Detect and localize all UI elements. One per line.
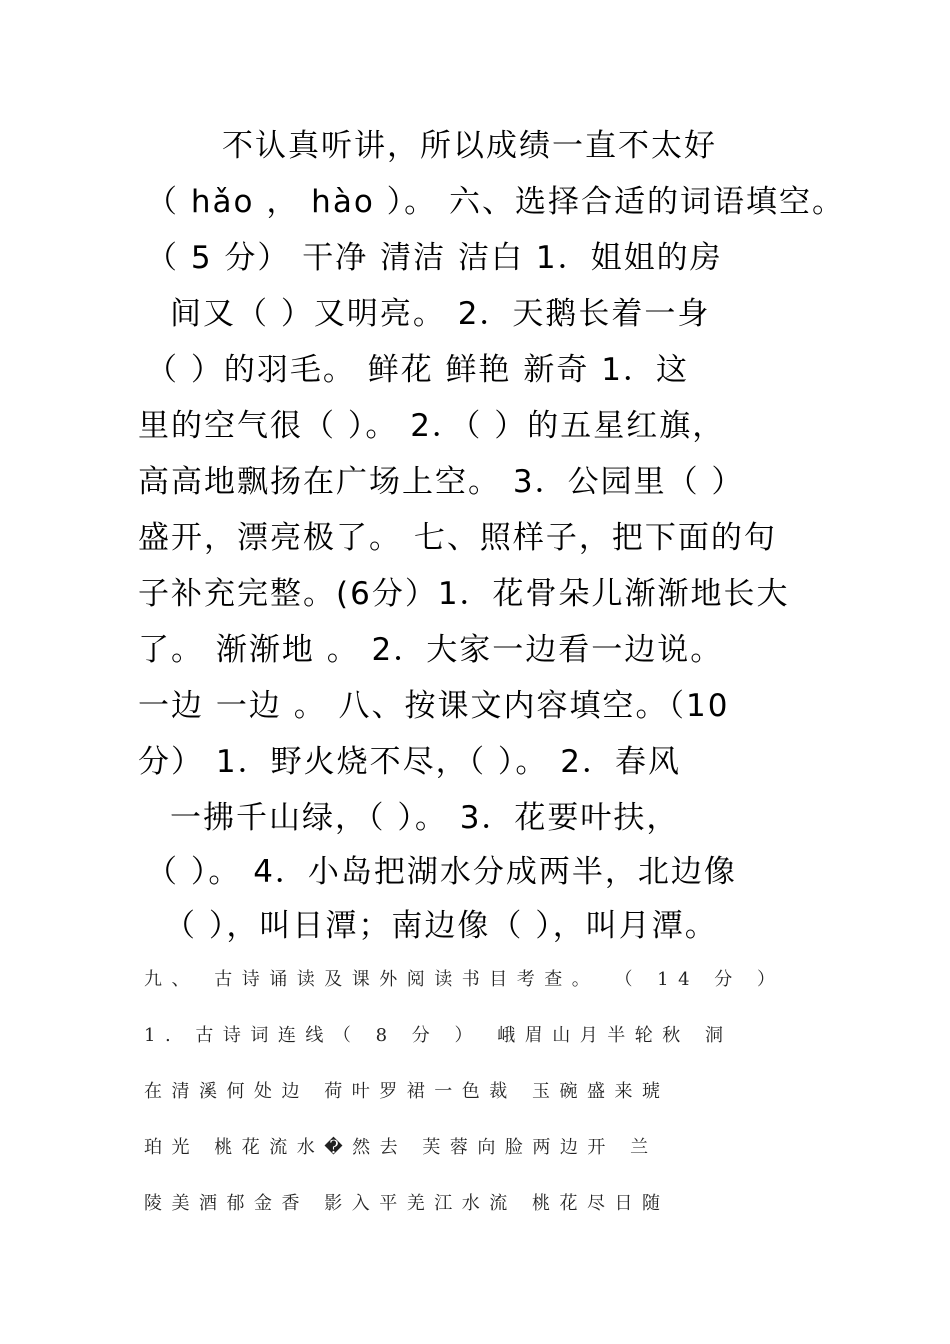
text-line-6: 里的空气很（ ）。 2．（ ）的五星红旗， (138, 408, 726, 444)
text-line-3: （ 5 分） 干净 清洁 洁白 1．姐姐的房 (146, 240, 723, 276)
text-line-2: （ hǎo ， hào ）。 六、选择合适的词语填空。 (146, 184, 845, 220)
text-line-13: 一拂千山绿，（ ）。 3．花要叶扶， (170, 800, 680, 836)
text-line-8: 盛开，漂亮极了。 七、照样子，把下面的句 (138, 520, 777, 556)
text-line-10: 了。 渐渐地 。 2．大家一边看一边说。 (138, 632, 724, 668)
section-nine-heading: 九、 古诗诵读及课外阅读书目考查。 （ 14 分 ） (144, 969, 785, 990)
text-line-7: 高高地飘扬在广场上空。 3．公园里（ ） (138, 464, 745, 500)
poem-match-line-1: 1. 古诗词连线（ 8 分 ） 峨眉山月半轮秋 洞 (144, 1025, 733, 1046)
poem-match-line-3: 珀光 桃花流水�然去 芙蓉向脸两边开 兰 (144, 1137, 658, 1158)
text-line-11: 一边 一边 。 八、按课文内容填空。（10 (138, 688, 730, 724)
text-line-15: （ ），叫日潭；南边像（ ），叫月潭。 (164, 908, 718, 944)
poem-match-line-2: 在清溪何处边 荷叶罗裙一色裁 玉碗盛来琥 (144, 1081, 670, 1102)
text-line-4: 间又（ ）又明亮。 2．天鹅长着一身 (170, 296, 711, 332)
text-line-9: 子补充完整。(6分）1．花骨朵儿渐渐地长大 (138, 576, 790, 612)
text-line-5: （ ）的羽毛。 鲜花 鲜艳 新奇 1．这 (146, 352, 689, 388)
text-line-12: 分） 1．野火烧不尽，（ ）。 2．春风 (138, 744, 682, 780)
poem-match-line-4: 陵美酒郁金香 影入平羌江水流 桃花尽日随 (144, 1193, 670, 1214)
text-line-1: 不认真听讲，所以成绩一直不太好 (222, 128, 717, 164)
text-line-14: （ ）。 4．小岛把湖水分成两半，北边像 (146, 854, 737, 890)
